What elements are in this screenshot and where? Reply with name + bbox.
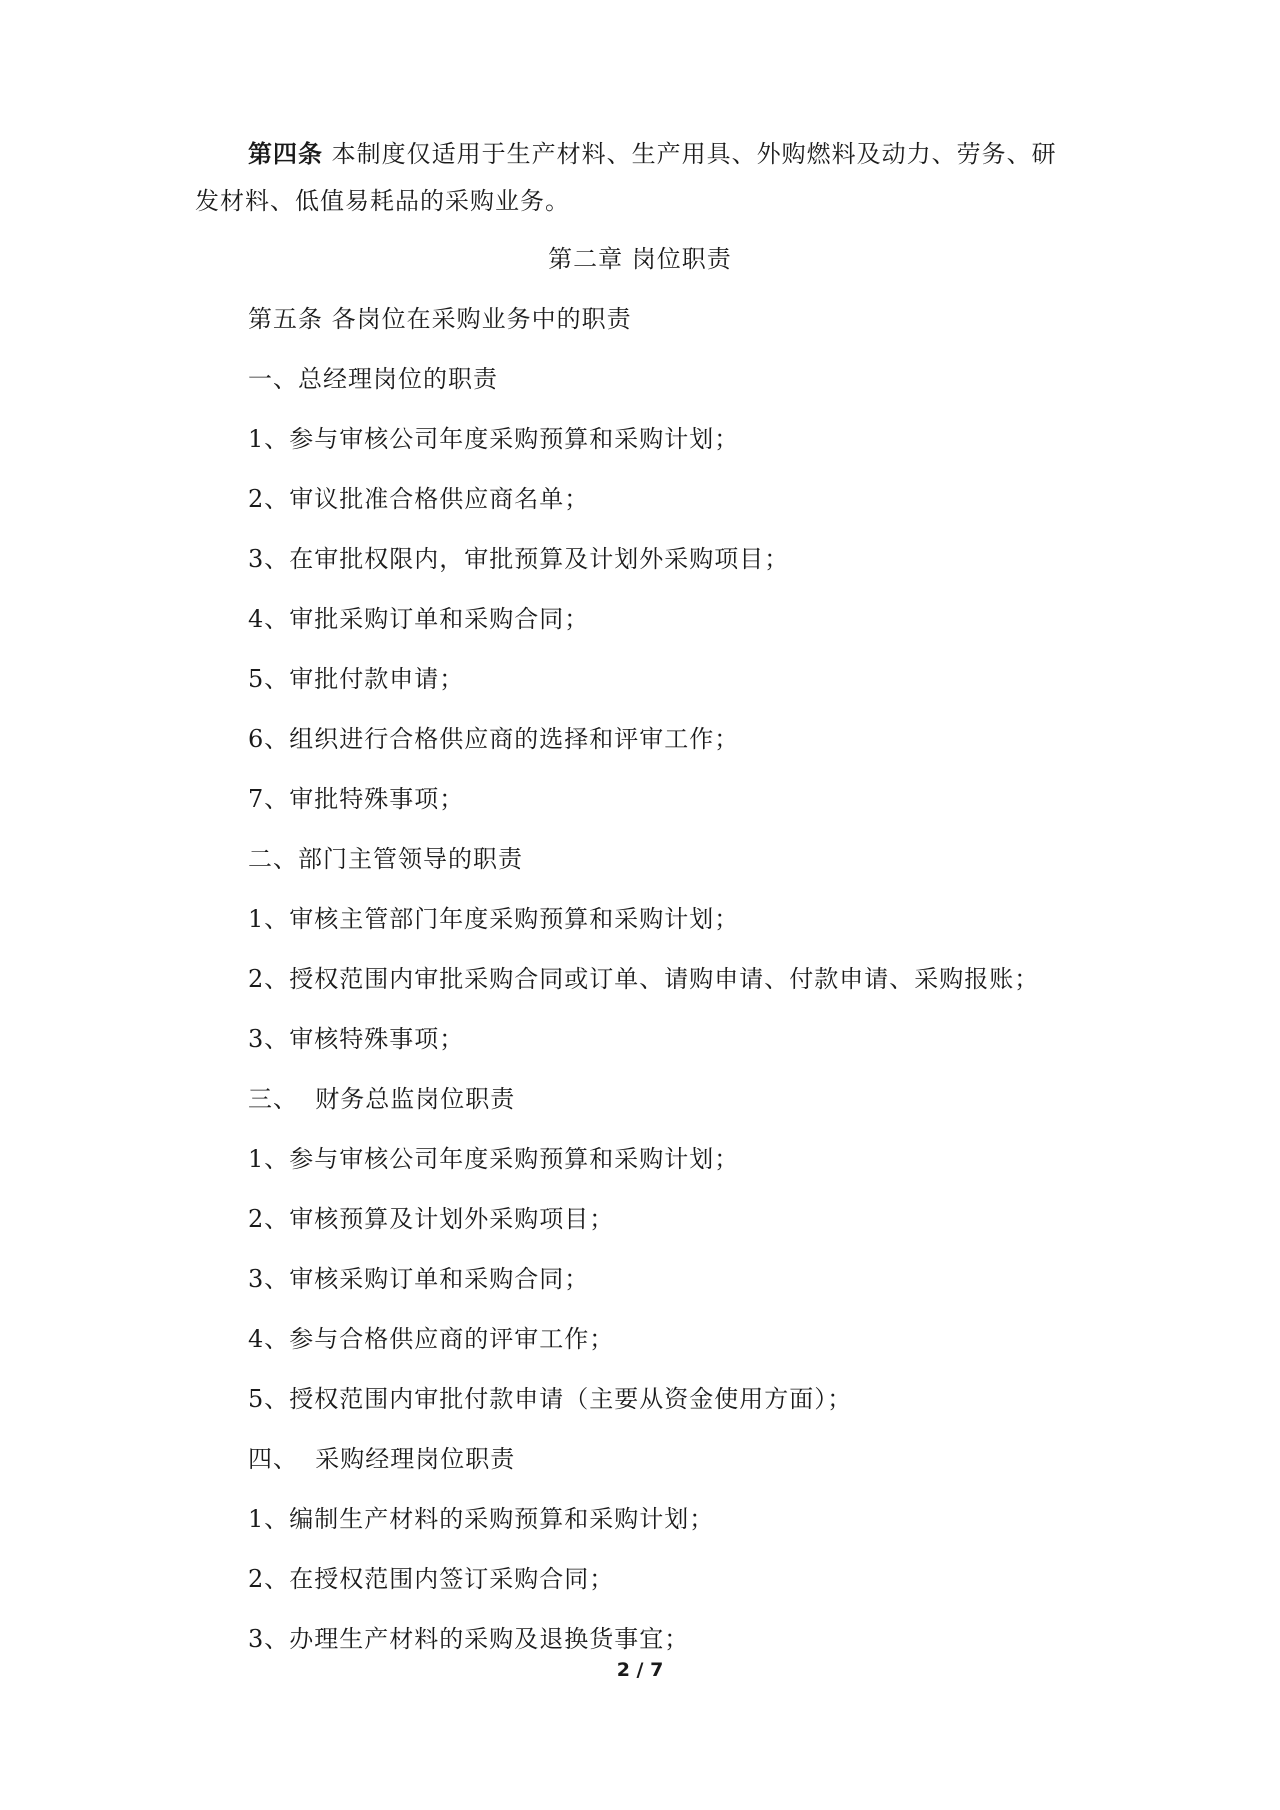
section-1-heading: 一、总经理岗位的职责 <box>248 365 498 393</box>
section-4-heading: 四、 采购经理岗位职责 <box>248 1445 516 1473</box>
section-1-item: 6、组织进行合格供应商的选择和评审工作； <box>248 725 740 753</box>
section-4-item: 1、编制生产材料的采购预算和采购计划； <box>248 1505 715 1533</box>
section-1-item: 3、在审批权限内，审批预算及计划外采购项目； <box>248 545 790 573</box>
article-4-line-1 <box>248 138 1057 170</box>
section-2-item: 3、审核特殊事项； <box>248 1025 465 1053</box>
article-4-text-1: 本制度仅适用于生产材料、生产用具、外购燃料及动力、劳务、研 <box>323 140 1057 168</box>
section-3-item: 4、参与合格供应商的评审工作； <box>248 1325 615 1353</box>
section-1-item: 4、审批采购订单和采购合同； <box>248 605 590 633</box>
section-4-item: 2、在授权范围内签订采购合同； <box>248 1565 615 1593</box>
page-number: 2 / 7 <box>616 1659 664 1681</box>
section-2-item: 1、审核主管部门年度采购预算和采购计划； <box>248 905 740 933</box>
chapter-title: 第二章 岗位职责 <box>548 245 732 273</box>
section-3-heading: 三、 财务总监岗位职责 <box>248 1085 516 1113</box>
section-2-item: 2、授权范围内审批采购合同或订单、请购申请、付款申请、采购报账； <box>248 965 1040 993</box>
section-1-item: 2、审议批准合格供应商名单； <box>248 485 590 513</box>
section-1-item: 7、审批特殊事项； <box>248 785 465 813</box>
section-3-item: 1、参与审核公司年度采购预算和采购计划； <box>248 1145 740 1173</box>
section-1-item: 5、审批付款申请； <box>248 665 465 693</box>
section-1-item: 1、参与审核公司年度采购预算和采购计划； <box>248 425 740 453</box>
article-4-line-2: 发材料、低值易耗品的采购业务。 <box>195 187 570 215</box>
section-4-item: 3、办理生产材料的采购及退换货事宜； <box>248 1625 690 1653</box>
section-3-item: 3、审核采购订单和采购合同； <box>248 1265 590 1293</box>
section-3-item: 2、审核预算及计划外采购项目； <box>248 1205 615 1233</box>
article-5: 第五条 各岗位在采购业务中的职责 <box>248 305 632 333</box>
section-3-item: 5、授权范围内审批付款申请（主要从资金使用方面）； <box>248 1385 853 1413</box>
section-2-heading: 二、部门主管领导的职责 <box>248 845 523 873</box>
article-4-label: 第四条 <box>248 139 323 168</box>
